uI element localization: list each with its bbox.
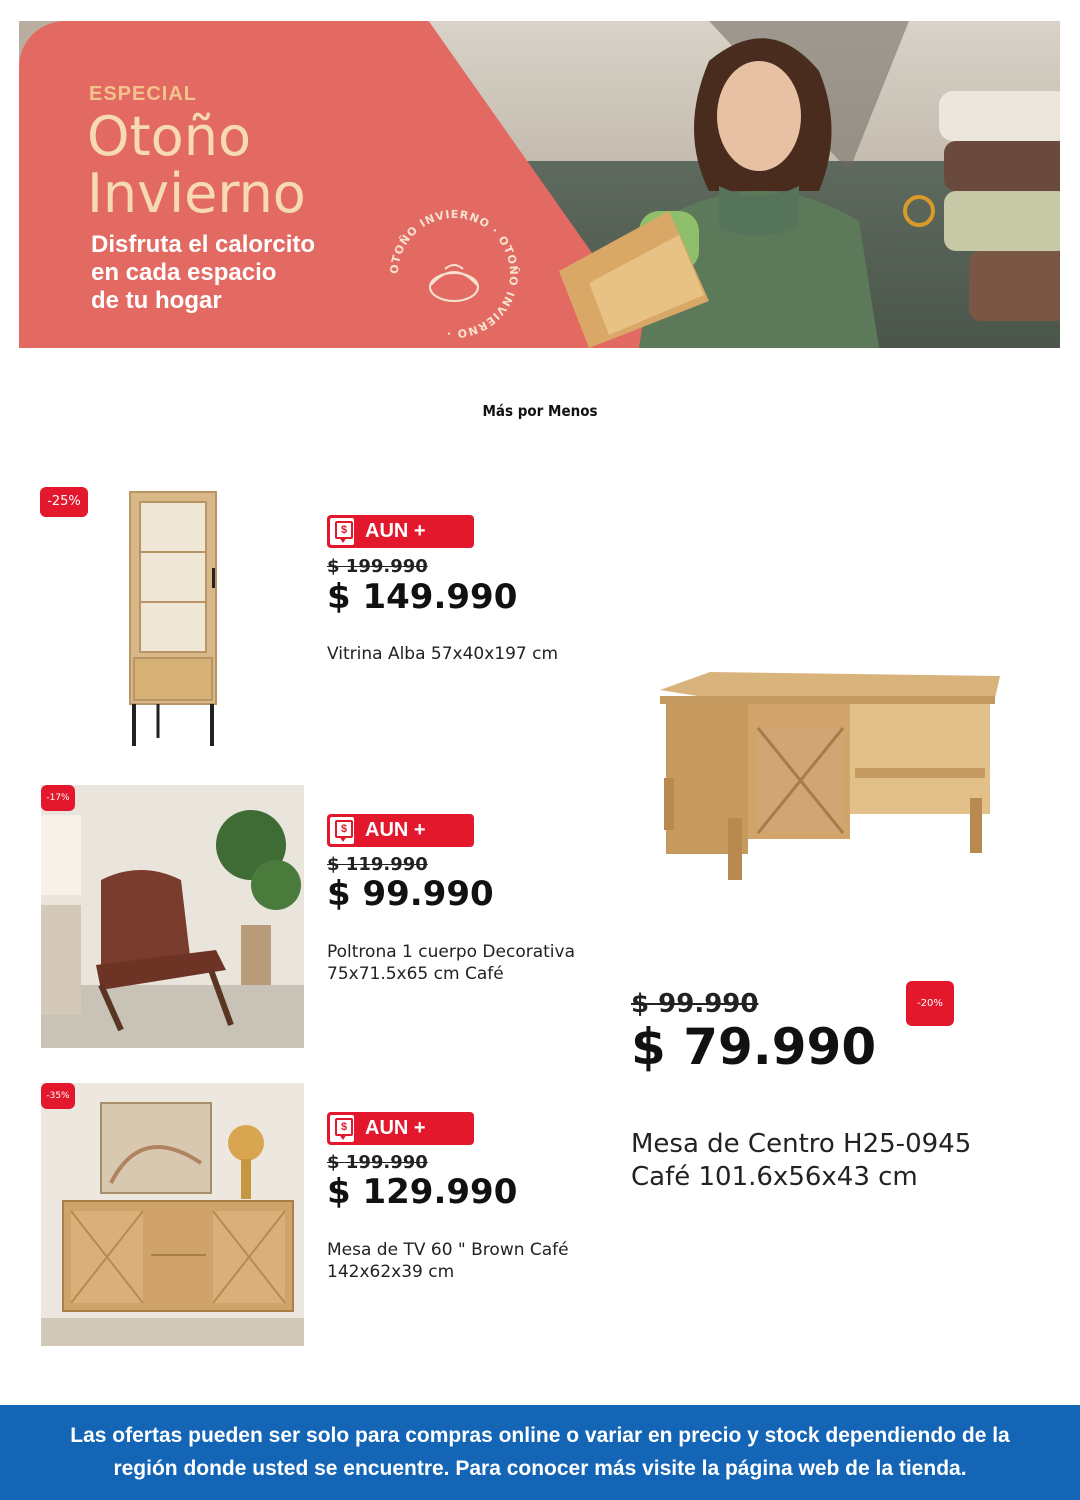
- old-price: $ 199.990: [327, 1152, 428, 1173]
- product-name-line1: Poltrona 1 cuerpo Decorativa: [327, 942, 576, 962]
- section-title: Más por Menos: [482, 402, 598, 420]
- product-name[interactable]: [327, 941, 607, 985]
- current-price: $ 149.990: [327, 577, 518, 617]
- product-name[interactable]: [327, 1239, 607, 1283]
- product-name[interactable]: [631, 1128, 1051, 1194]
- aun-mas-tag: [327, 515, 474, 548]
- old-price: $ 199.990: [327, 556, 428, 577]
- svg-text:OTOÑO INVIERNO · OTOÑO INVIERN: [388, 208, 520, 340]
- discount-badge: -25%: [40, 487, 88, 517]
- price-drop-icon: $: [330, 1115, 354, 1142]
- discount-badge-wrap: [906, 981, 954, 1026]
- disclaimer-line1: Las ofertas pueden ser solo para compras online o variar en precio y stock dependiendo de la: [70, 1424, 1010, 1447]
- vitrina-image[interactable]: [118, 488, 228, 750]
- product-name[interactable]: Vitrina Alba 57x40x197 cm: [327, 644, 559, 664]
- aun-mas-tag: [327, 814, 474, 847]
- poltrona-image[interactable]: [41, 785, 304, 1048]
- aun-tag-label: AUN +: [365, 819, 426, 841]
- armchair-illustration: [41, 785, 304, 1048]
- product-name-line1: Mesa de TV 60 " Brown Café: [327, 1240, 569, 1260]
- banner-tag: ESPECIAL: [89, 83, 198, 105]
- old-price: $ 119.990: [327, 854, 428, 875]
- discount-badge-wrap: [41, 785, 75, 811]
- old-price: $ 99.990: [631, 989, 759, 1019]
- discount-badge-wrap: [41, 1083, 75, 1109]
- product-name-line1: Mesa de Centro H25-0945: [631, 1129, 972, 1159]
- banner-subtitle-line2: en cada espacio: [91, 259, 277, 286]
- banner-subtitle-line3: de tu hogar: [91, 287, 222, 314]
- price-drop-icon: $: [330, 817, 354, 844]
- stacked-cups-image: [899, 81, 1060, 331]
- mesa-centro-image[interactable]: [650, 668, 1010, 883]
- woman-reading-image: [559, 21, 899, 348]
- current-price: $ 99.990: [327, 874, 494, 914]
- promo-banner[interactable]: [19, 21, 1060, 348]
- tv-stand-illustration: [41, 1083, 304, 1346]
- banner-title-line2: Invierno: [87, 162, 306, 225]
- product-name-line2: 142x62x39 cm: [327, 1262, 455, 1282]
- aun-tag-label: AUN +: [365, 520, 426, 542]
- current-price: $ 129.990: [327, 1172, 518, 1212]
- discount-badge: -17%: [41, 785, 75, 811]
- disclaimer-footer: [0, 1405, 1080, 1500]
- mesa-tv-image[interactable]: [41, 1083, 304, 1346]
- discount-badge: -35%: [41, 1083, 75, 1109]
- product-name-line2: 75x71.5x65 cm Café: [327, 964, 504, 984]
- product-card-vitrina[interactable]: [40, 487, 88, 517]
- seal-stamp-icon: [379, 199, 529, 348]
- banner-subtitle: [91, 231, 391, 315]
- banner-title-line1: Otoño: [87, 105, 251, 168]
- current-price: $ 79.990: [631, 1018, 877, 1076]
- banner-subtitle-line1: Disfruta el calorcito: [91, 231, 316, 258]
- seal-text: OTOÑO INVIERNO · OTOÑO INVIERNO ·: [387, 207, 521, 341]
- disclaimer-line2: región donde usted se encuentre. Para conocer más visite la página web de la tienda.: [113, 1457, 967, 1480]
- aun-mas-tag: [327, 1112, 474, 1145]
- aun-tag-label: AUN +: [365, 1117, 426, 1139]
- price-drop-icon: $: [330, 518, 354, 545]
- discount-badge: -20%: [906, 981, 954, 1026]
- product-name-line2: Café 101.6x56x43 cm: [631, 1162, 918, 1192]
